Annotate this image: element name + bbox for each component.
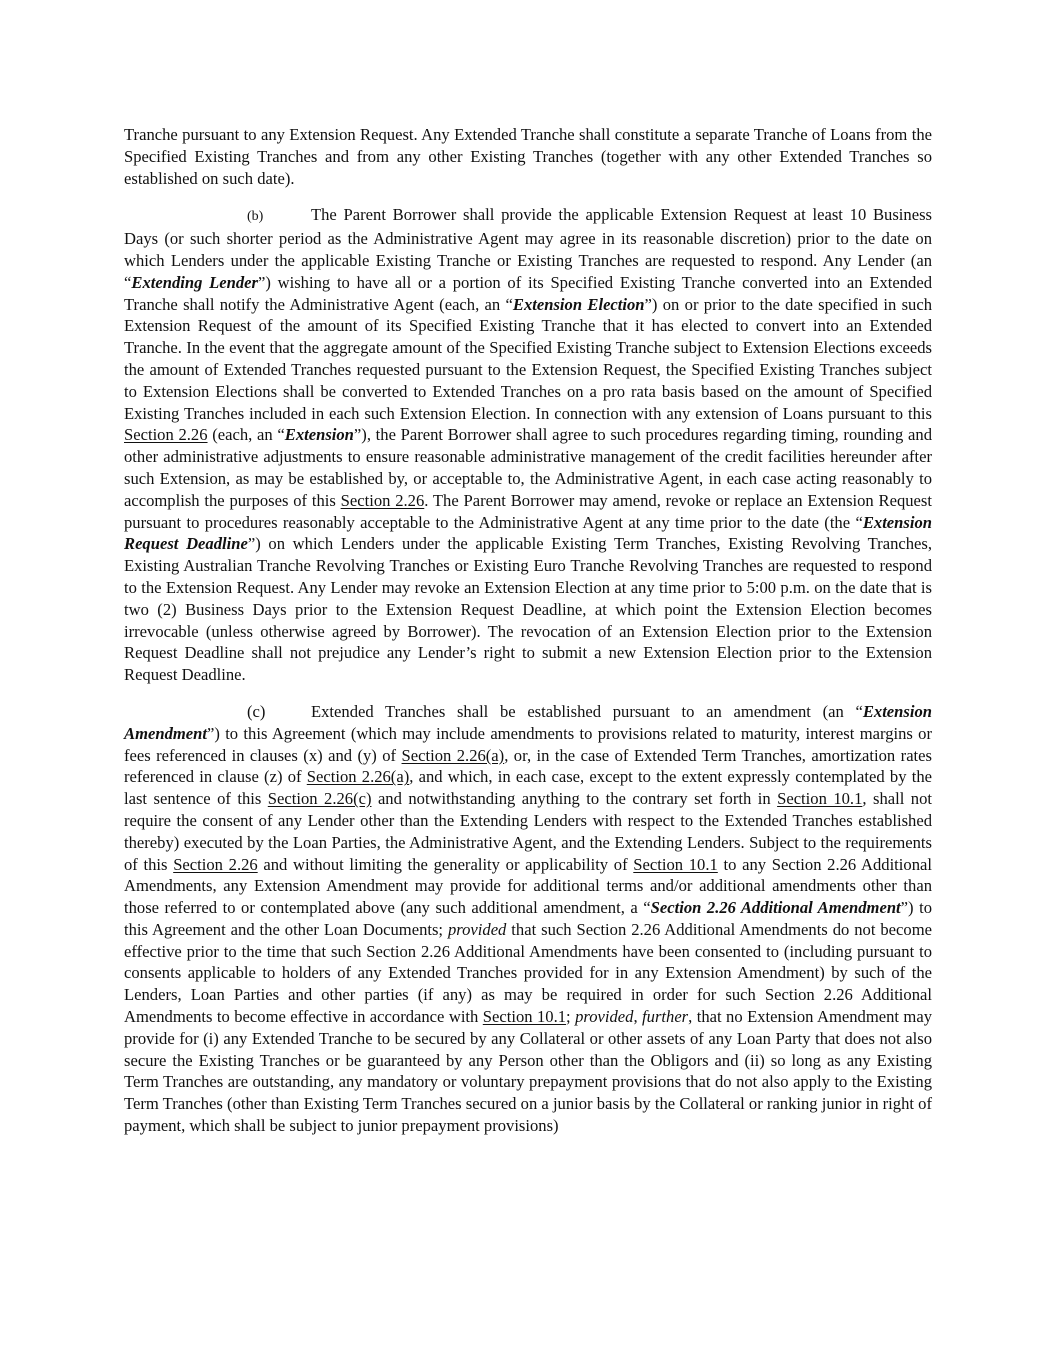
text: ”) on or prior to the date specified in such Extension Request of the amount of its Specified Existing Tranche that it has elected to convert into an Extended Tranche. In the event that the aggregate amount of the Specified Existing Tranche subject to Extension Elections exceeds the amount of Extended Tranches requested pursuant to the Extension Request, the Specified Existing Tranches subject to Extension Elections shall be converted to Extended Tranches on a pro rata basis based on the amount of Specified Existing Tranches included in each such Extension Election. In connection with any extension of Loans pursuant to this bbox=[124, 294, 932, 423]
document-page bbox=[124, 124, 932, 1152]
text: ”), the Parent Borrower shall agree to such procedures regarding timing, rounding and other administrative adjustments to ensure reasonable administrative management of the credit facilities hereunder after such Extension, as may be established by, or acceptable to, the Administrative Agent, in each case acting reasonably to accomplish the purposes of this bbox=[124, 425, 932, 510]
text: , or, in the case of Extended Term Tranches, amortization rates referenced in clause (z) of bbox=[124, 745, 932, 787]
paragraph-label: (b) bbox=[247, 209, 264, 225]
text: Extended Tranches shall be established pursuant to an amendment (an “ bbox=[311, 701, 863, 721]
text: and without limiting the generality or applicability of bbox=[257, 854, 634, 874]
defined-term: Extension bbox=[284, 425, 354, 445]
section-reference: Section 2.26 bbox=[340, 490, 425, 510]
section-reference: Section 2.26 bbox=[173, 854, 258, 874]
italic-text: provided bbox=[447, 919, 507, 939]
section-reference: Section 2.26 bbox=[124, 425, 208, 445]
text: , bbox=[633, 1007, 643, 1027]
text: and notwithstanding anything to the contrary set forth in bbox=[371, 789, 778, 809]
text: ”) to this Agreement and the other Loan Documents; bbox=[124, 898, 933, 939]
text: , that no Extension Amendment may provide for (i) any Extended Tranche to be secured by any Collateral or other assets of any Loan Party that does not also secure the Existing Tranches or be guaranteed by any Person other than the Obligors and (ii) so long as any Existing Term Tranches are outstanding, any mandatory or voluntary prepayment provisions that do not also apply to the Existing Term Tranches (other than Existing Term Tranches secured on a junior basis by the Collateral or ranking junior in right of payment, which shall be subject to junior prepayment provisions) bbox=[124, 1007, 932, 1136]
section-reference: Section 10.1 bbox=[482, 1007, 567, 1027]
italic-text: further bbox=[642, 1007, 689, 1027]
section-reference: Section 10.1 bbox=[777, 789, 863, 809]
text: , shall not require the consent of any Lender other than the Extending Lenders with respect to the Extended Tranches established thereby) executed by the Loan Parties, the Administrative Agent, and the Extending Lenders. Subject to the requirements of this bbox=[124, 789, 932, 874]
text: that such Section 2.26 Additional Amendments do not become effective prior to the time that such Section 2.26 Additional Amendments have been consented to (including pursuant to consents applicable to holders of any Extended Tranches provided for in any Extension Amendment) by such of the Lenders, Loan Parties and other parties (if any) as may be required in order for such Section 2.26 Additional Amendments to become effective in accordance with bbox=[124, 919, 932, 1027]
text: ”) wishing to have all or a portion of its Specified Existing Tranche converted into an Extended Tranche shall notify the Administrative Agent (each, an “ bbox=[124, 272, 932, 314]
paragraph-a-continuation bbox=[124, 124, 932, 189]
section-reference: Section 2.26(a) bbox=[401, 745, 505, 765]
defined-term: Extension Amendment bbox=[124, 701, 932, 743]
section-reference: Section 2.26(c) bbox=[267, 789, 372, 809]
section-reference: Section 10.1 bbox=[633, 854, 718, 874]
text: ”) on which Lenders under the applicable Existing Term Tranches, Existing Revolving Tranches, Existing Australian Tranche Revolving Tranches or Existing Euro Tranche Revolving Tranches are requested to respond to the Extension Request. Any Lender may revoke an Extension Election at any time prior to 5:00 p.m. on the date that is two (2) Business Days prior to the Extension Request Deadline, at which point the Extension Election becomes irrevocable (unless otherwise agreed by Borrower). The revocation of an Extension Election prior to the Extension Request Deadline shall not prejudice any Lender’s right to submit a new Extension Election prior to the Extension Request Deadline. bbox=[124, 534, 933, 685]
text: , and which, in each case, except to the extent expressly contemplated by the last sentence of this bbox=[124, 767, 932, 809]
text: The Parent Borrower shall provide the applicable Extension Request at least 10 Business Days (or such shorter period as the Administrative Agent may agree in its reasonable discretion) prior to the date on which Lenders under the applicable Existing Tranche or Existing Tranches are requested to respond. Any Lender (an “ bbox=[124, 205, 932, 292]
paragraph-b bbox=[124, 204, 932, 686]
section-reference: Section 2.26(a) bbox=[306, 767, 410, 787]
text: (each, an “ bbox=[207, 425, 285, 445]
text: ; bbox=[566, 1007, 576, 1027]
paragraph-c bbox=[124, 701, 932, 1137]
text: Tranche pursuant to any Extension Request. Any Extended Tranche shall constitute a separate Tranche of Loans from the Specified Existing Tranches and from any other Existing Tranches (together with any other Extended Tranches so established on such date). bbox=[124, 125, 932, 188]
defined-term: Extension Election bbox=[512, 294, 645, 314]
paragraph-label: (c) bbox=[247, 701, 266, 721]
defined-term: Extending Lender bbox=[131, 272, 258, 292]
defined-term: Section 2.26 Additional Amendment bbox=[650, 898, 901, 918]
text: . The Parent Borrower may amend, revoke or replace an Extension Request pursuant to procedures reasonably acceptable to the Administrative Agent at any time prior to the date (the “ bbox=[124, 490, 932, 532]
text: ”) to this Agreement (which may include amendments to provisions related to maturity, interest margins or fees referenced in clauses (x) and (y) of bbox=[124, 723, 932, 765]
italic-text: provided bbox=[575, 1007, 634, 1027]
defined-term: Extension Request Deadline bbox=[124, 512, 932, 554]
text: to any Section 2.26 Additional Amendments, any Extension Amendment may provide for additional terms and/or additional amendments other than those referred to or contemplated above (any such additional amendment, a “ bbox=[124, 854, 932, 918]
